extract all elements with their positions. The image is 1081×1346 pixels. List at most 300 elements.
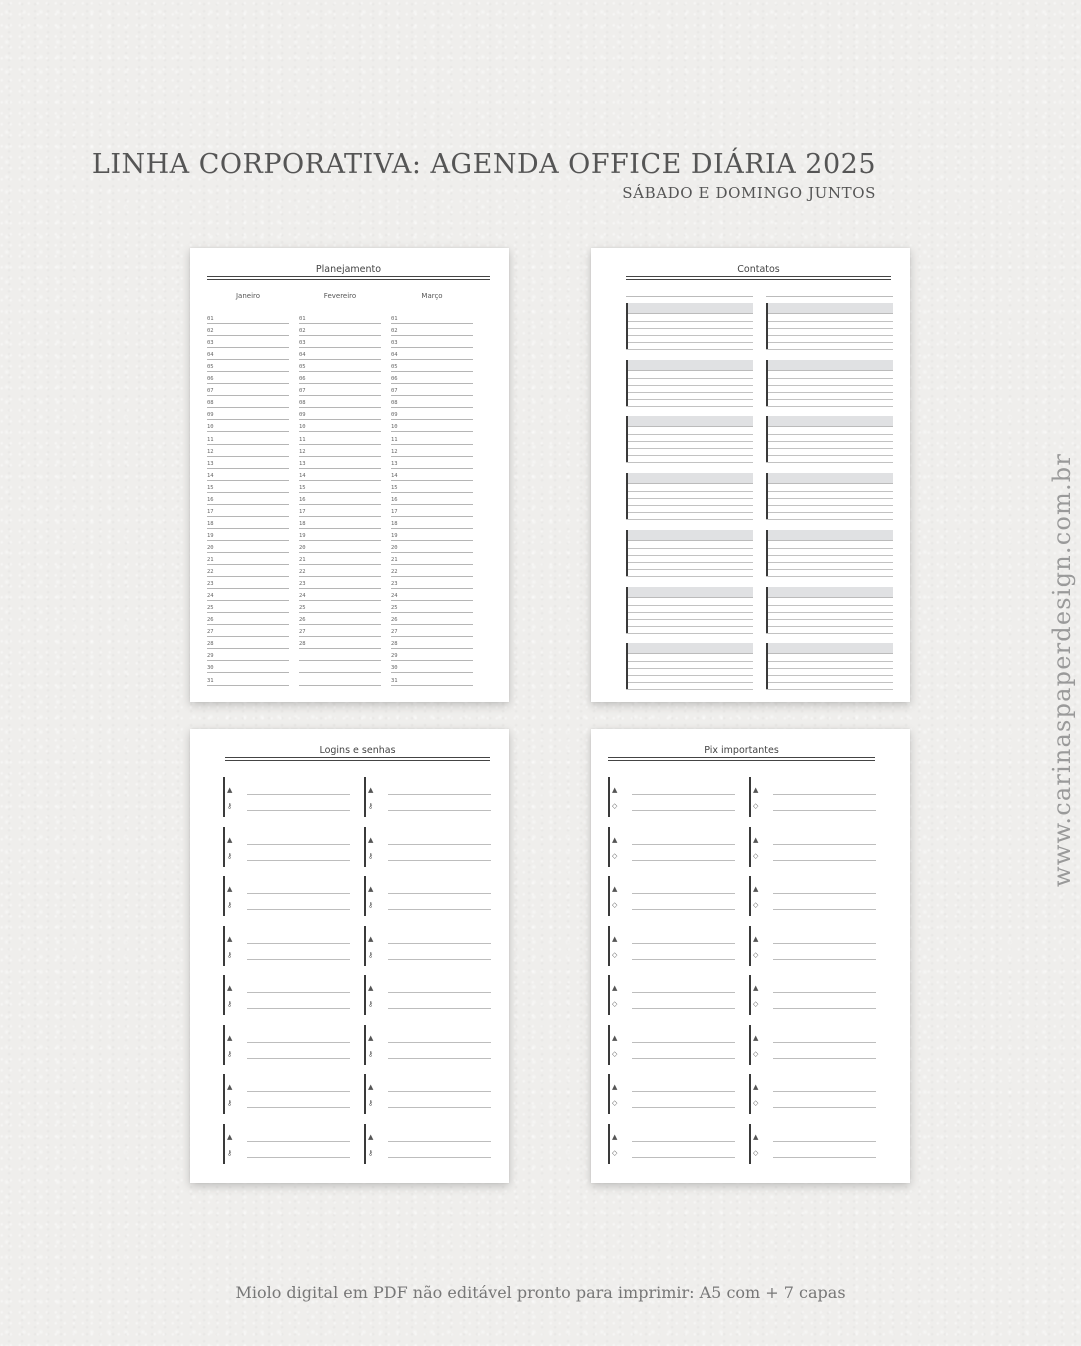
- pix-icon: ◇: [753, 802, 759, 810]
- contact-line: [766, 342, 893, 343]
- entry-bar: [749, 1074, 751, 1114]
- day-number: 22: [391, 569, 398, 576]
- day-row: [299, 372, 381, 384]
- entry-bar: [223, 1025, 225, 1065]
- entry-line: [247, 1157, 350, 1158]
- entry-line: [247, 893, 350, 894]
- user-icon: ▲: [227, 835, 233, 844]
- key-icon: ⚷: [227, 1000, 233, 1008]
- entry-bar: [749, 827, 751, 867]
- entry-line: [247, 1107, 350, 1108]
- day-number: 08: [391, 400, 398, 407]
- contact-block: [626, 587, 753, 633]
- day-number: 27: [391, 629, 398, 636]
- contact-line: [766, 455, 893, 456]
- pix-icon: ◇: [753, 1148, 759, 1157]
- day-row: [207, 674, 289, 686]
- entry-block: [608, 975, 736, 1015]
- entry-line: [388, 992, 491, 993]
- day-number: 04: [391, 352, 398, 359]
- entry-block: [223, 777, 351, 817]
- day-row: [391, 589, 473, 601]
- key-icon: ⚷: [227, 950, 233, 959]
- day-row: [391, 661, 473, 673]
- entry-bar: [608, 926, 610, 966]
- user-icon: ▲: [227, 786, 233, 794]
- entry-line: [388, 1058, 491, 1059]
- entry-line: [773, 1141, 876, 1142]
- contact-line: [626, 668, 753, 669]
- day-row: [299, 517, 381, 529]
- day-number: 31: [391, 677, 398, 684]
- entry-line: [388, 1141, 491, 1142]
- contact-bar: [766, 473, 768, 519]
- contact-line: [626, 619, 753, 620]
- day-number: 03: [299, 340, 306, 347]
- day-row: [207, 577, 289, 589]
- contact-header-shade: [626, 587, 753, 598]
- user-icon: ▲: [612, 1033, 618, 1042]
- day-number: 15: [207, 484, 214, 491]
- entry-line: [247, 943, 350, 944]
- entry-block: [749, 975, 877, 1015]
- contact-block: [626, 473, 753, 519]
- day-number: 28: [207, 641, 214, 648]
- contact-line: [766, 512, 893, 513]
- contact-line: [626, 576, 753, 577]
- contact-bar: [626, 360, 628, 406]
- day-number: 22: [207, 569, 214, 576]
- contact-line: [626, 321, 753, 322]
- contact-line: [626, 612, 753, 613]
- day-number: 15: [391, 484, 398, 491]
- entry-line: [632, 1008, 735, 1009]
- contact-line: [766, 335, 893, 336]
- contact-line: [626, 399, 753, 400]
- entry-line: [388, 1042, 491, 1043]
- day-number: 18: [299, 520, 306, 527]
- day-row: [207, 457, 289, 469]
- contact-line: [766, 626, 893, 627]
- day-number: 02: [391, 328, 398, 335]
- user-icon: ▲: [612, 984, 618, 992]
- entry-line: [773, 1157, 876, 1158]
- entry-block: [364, 1074, 492, 1114]
- month-label: Janeiro: [235, 292, 261, 300]
- user-icon: ▲: [368, 934, 374, 943]
- day-row: [391, 372, 473, 384]
- day-number: 04: [299, 352, 306, 359]
- entry-bar: [608, 777, 610, 817]
- day-number: 28: [391, 641, 398, 648]
- day-number: 21: [207, 557, 214, 563]
- day-row: [207, 493, 289, 505]
- contact-block: [626, 530, 753, 576]
- contact-line: [766, 689, 893, 690]
- entry-line: [388, 943, 491, 944]
- contact-line: [766, 668, 893, 669]
- entry-line: [388, 844, 491, 845]
- day-number: 01: [299, 316, 306, 322]
- user-icon: ▲: [227, 1132, 233, 1141]
- day-row: [299, 384, 381, 396]
- contact-line: [766, 605, 893, 606]
- entry-line: [632, 992, 735, 993]
- day-row: [207, 601, 289, 613]
- day-number: 09: [207, 412, 214, 419]
- pix-icon: ◇: [612, 901, 618, 909]
- entry-block: [364, 975, 492, 1015]
- contact-bar: [626, 303, 628, 349]
- contact-line: [766, 462, 893, 463]
- day-row: [207, 565, 289, 577]
- day-row: [207, 505, 289, 517]
- contact-bar: [626, 530, 628, 576]
- entry-bar: [223, 975, 225, 1015]
- entry-block: [749, 1074, 877, 1114]
- contact-line: [626, 633, 753, 634]
- page-pix-importantes: [591, 729, 910, 1183]
- day-row: [391, 505, 473, 517]
- entry-line: [247, 1091, 350, 1092]
- contact-line: [626, 605, 753, 606]
- entry-line: [247, 1042, 350, 1043]
- contact-bar: [766, 587, 768, 633]
- contact-line: [766, 661, 893, 662]
- key-icon: ⚷: [368, 1049, 374, 1058]
- page-title: Logins e senhas: [225, 745, 490, 758]
- entry-bar: [223, 827, 225, 867]
- day-row: [391, 445, 473, 457]
- contact-line: [766, 406, 893, 407]
- entry-bar: [364, 1025, 366, 1065]
- entry-line: [773, 810, 876, 811]
- entry-bar: [749, 777, 751, 817]
- day-number: 27: [299, 629, 306, 636]
- contact-line: [766, 448, 893, 449]
- day-number: 23: [391, 581, 398, 588]
- contact-block: [766, 643, 893, 689]
- entry-bar: [749, 975, 751, 1015]
- user-icon: ▲: [368, 1033, 374, 1042]
- contact-line: [626, 555, 753, 556]
- day-number: 07: [299, 388, 306, 395]
- user-icon: ▲: [753, 835, 759, 844]
- entry-line: [388, 860, 491, 861]
- day-row: [391, 324, 473, 336]
- user-icon: ▲: [368, 1083, 374, 1091]
- contact-line: [626, 682, 753, 683]
- day-number: 11: [299, 436, 306, 443]
- entry-block: [608, 1124, 736, 1164]
- user-icon: ▲: [753, 885, 759, 893]
- contact-bar: [766, 416, 768, 462]
- user-icon: ▲: [368, 1132, 374, 1141]
- day-row: [207, 312, 289, 324]
- entry-line: [388, 794, 491, 795]
- entry-line: [773, 1058, 876, 1059]
- day-row: [207, 625, 289, 637]
- day-number: 21: [299, 557, 306, 563]
- entry-line: [632, 959, 735, 960]
- contact-line: [766, 519, 893, 520]
- day-row: [391, 336, 473, 348]
- key-icon: ⚷: [227, 901, 233, 909]
- entry-bar: [749, 926, 751, 966]
- entry-block: [223, 1124, 351, 1164]
- day-number: 17: [207, 508, 214, 515]
- day-row: [207, 408, 289, 420]
- entry-line: [247, 810, 350, 811]
- contact-bar: [766, 530, 768, 576]
- contact-line: [626, 689, 753, 690]
- day-row: [299, 553, 381, 565]
- entry-line: [632, 1058, 735, 1059]
- key-icon: ⚷: [227, 802, 233, 810]
- contact-line: [626, 661, 753, 662]
- contact-line: [766, 498, 893, 499]
- day-number: 06: [391, 376, 398, 383]
- contact-header-shade: [626, 416, 753, 427]
- day-number: 01: [207, 316, 214, 322]
- contact-line: [766, 576, 893, 577]
- entry-bar: [364, 876, 366, 916]
- entry-block: [223, 876, 351, 916]
- key-icon: ⚷: [227, 1148, 233, 1157]
- day-row: [299, 649, 381, 661]
- day-number: 05: [207, 364, 214, 371]
- day-number: 25: [391, 605, 398, 612]
- entry-line: [388, 1157, 491, 1158]
- day-number: 16: [299, 496, 306, 503]
- contact-block: [626, 643, 753, 689]
- day-row: [299, 420, 381, 432]
- day-row: [207, 445, 289, 457]
- entry-line: [632, 1141, 735, 1142]
- contact-header-shade: [766, 587, 893, 598]
- page-title: Planejamento: [207, 264, 490, 277]
- entry-block: [223, 1025, 351, 1065]
- day-number: 18: [207, 520, 214, 527]
- entry-line: [773, 844, 876, 845]
- day-row: [207, 553, 289, 565]
- day-number: 14: [207, 472, 214, 479]
- contact-line: [766, 385, 893, 386]
- day-row: [391, 348, 473, 360]
- pix-icon: ◇: [612, 950, 618, 959]
- footer-note: Miolo digital em PDF não editável pronto para imprimir: A5 com + 7 capas: [235, 1283, 846, 1302]
- entry-line: [247, 794, 350, 795]
- entry-block: [749, 777, 877, 817]
- day-row: [391, 396, 473, 408]
- day-number: 04: [207, 352, 214, 359]
- contact-block: [766, 303, 893, 349]
- contact-header-shade: [766, 303, 893, 314]
- day-row: [299, 408, 381, 420]
- pix-icon: ◇: [753, 901, 759, 909]
- day-row: [207, 396, 289, 408]
- contact-bar: [626, 643, 628, 689]
- day-row: [207, 661, 289, 673]
- entry-line: [773, 893, 876, 894]
- entry-bar: [223, 1124, 225, 1164]
- user-icon: ▲: [368, 885, 374, 893]
- day-row: [391, 613, 473, 625]
- contact-line: [626, 349, 753, 350]
- contact-line: [766, 441, 893, 442]
- pix-icon: ◇: [753, 1000, 759, 1008]
- day-number: 12: [207, 448, 214, 455]
- entry-bar: [364, 926, 366, 966]
- day-number: 13: [391, 460, 398, 467]
- contact-header-shade: [626, 473, 753, 484]
- entry-line: [632, 810, 735, 811]
- month-label: Fevereiro: [323, 292, 357, 300]
- day-number: 24: [207, 593, 214, 600]
- day-row: [207, 589, 289, 601]
- contact-line: [626, 441, 753, 442]
- entry-block: [749, 876, 877, 916]
- day-row: [391, 625, 473, 637]
- day-number: 10: [391, 424, 398, 431]
- contact-line: [626, 675, 753, 676]
- entry-bar: [608, 1124, 610, 1164]
- user-icon: ▲: [227, 934, 233, 943]
- entry-line: [247, 959, 350, 960]
- day-row: [207, 469, 289, 481]
- user-icon: ▲: [753, 1083, 759, 1091]
- day-number: 24: [391, 593, 398, 600]
- day-row: [207, 384, 289, 396]
- entry-bar: [608, 1025, 610, 1065]
- contact-line: [766, 612, 893, 613]
- contact-line: [626, 342, 753, 343]
- contact-line: [766, 675, 893, 676]
- entry-bar: [364, 975, 366, 1015]
- key-icon: ⚷: [368, 950, 374, 959]
- day-number: 24: [299, 593, 306, 600]
- entry-bar: [364, 1074, 366, 1114]
- contact-line: [626, 455, 753, 456]
- entry-line: [773, 943, 876, 944]
- day-row: [299, 661, 381, 673]
- entry-line: [773, 860, 876, 861]
- entry-block: [223, 926, 351, 966]
- entry-line: [388, 1091, 491, 1092]
- day-row: [299, 481, 381, 493]
- entry-block: [223, 975, 351, 1015]
- day-number: 06: [207, 376, 214, 383]
- day-row: [391, 457, 473, 469]
- entry-line: [632, 1157, 735, 1158]
- entry-block: [608, 777, 736, 817]
- day-row: [391, 420, 473, 432]
- contact-line: [766, 548, 893, 549]
- day-row: [391, 529, 473, 541]
- day-row: [299, 625, 381, 637]
- entry-line: [247, 909, 350, 910]
- user-icon: ▲: [227, 984, 233, 992]
- entry-bar: [749, 876, 751, 916]
- day-row: [299, 360, 381, 372]
- contact-line: [626, 512, 753, 513]
- key-icon: ⚷: [227, 1049, 233, 1058]
- entry-line: [632, 893, 735, 894]
- user-icon: ▲: [612, 1083, 618, 1091]
- day-row: [299, 529, 381, 541]
- day-number: 26: [207, 617, 214, 624]
- day-number: 07: [207, 388, 214, 395]
- user-icon: ▲: [227, 885, 233, 893]
- user-icon: ▲: [612, 1132, 618, 1141]
- entry-block: [223, 1074, 351, 1114]
- entry-line: [632, 794, 735, 795]
- pix-icon: ◇: [753, 851, 759, 860]
- contact-line: [626, 548, 753, 549]
- entry-block: [749, 1025, 877, 1065]
- contact-line: [626, 562, 753, 563]
- entry-bar: [223, 876, 225, 916]
- day-number: 29: [391, 653, 398, 660]
- entry-block: [364, 777, 492, 817]
- contact-line: [626, 519, 753, 520]
- divider-line: [766, 296, 893, 297]
- contact-line: [626, 434, 753, 435]
- user-icon: ▲: [612, 885, 618, 893]
- contact-block: [766, 473, 893, 519]
- page-title: Contatos: [626, 264, 891, 277]
- entry-line: [247, 1141, 350, 1142]
- contact-header-shade: [766, 530, 893, 541]
- contact-header-shade: [626, 643, 753, 654]
- day-row: [207, 324, 289, 336]
- day-row: [391, 577, 473, 589]
- day-row: [391, 384, 473, 396]
- day-row: [207, 529, 289, 541]
- pix-icon: ◇: [612, 1099, 618, 1107]
- entry-bar: [364, 827, 366, 867]
- key-icon: ⚷: [368, 1000, 374, 1008]
- user-icon: ▲: [753, 1033, 759, 1042]
- contact-block: [766, 360, 893, 406]
- contact-line: [766, 505, 893, 506]
- day-row: [207, 649, 289, 661]
- contact-bar: [626, 587, 628, 633]
- user-icon: ▲: [612, 835, 618, 844]
- day-row: [207, 420, 289, 432]
- day-row: [299, 505, 381, 517]
- day-row: [299, 324, 381, 336]
- day-row: [391, 360, 473, 372]
- contact-line: [766, 562, 893, 563]
- day-row: [391, 433, 473, 445]
- key-icon: ⚷: [368, 901, 374, 909]
- entry-bar: [608, 1074, 610, 1114]
- day-number: 22: [299, 569, 306, 576]
- day-number: 13: [299, 460, 306, 467]
- contact-line: [766, 569, 893, 570]
- key-icon: ⚷: [368, 802, 374, 810]
- day-number: 16: [391, 496, 398, 503]
- contact-header-shade: [626, 303, 753, 314]
- entry-block: [608, 926, 736, 966]
- day-number: 05: [299, 364, 306, 371]
- user-icon: ▲: [612, 934, 618, 943]
- entry-block: [364, 926, 492, 966]
- entry-line: [388, 1107, 491, 1108]
- day-number: 25: [207, 605, 214, 612]
- contact-line: [766, 399, 893, 400]
